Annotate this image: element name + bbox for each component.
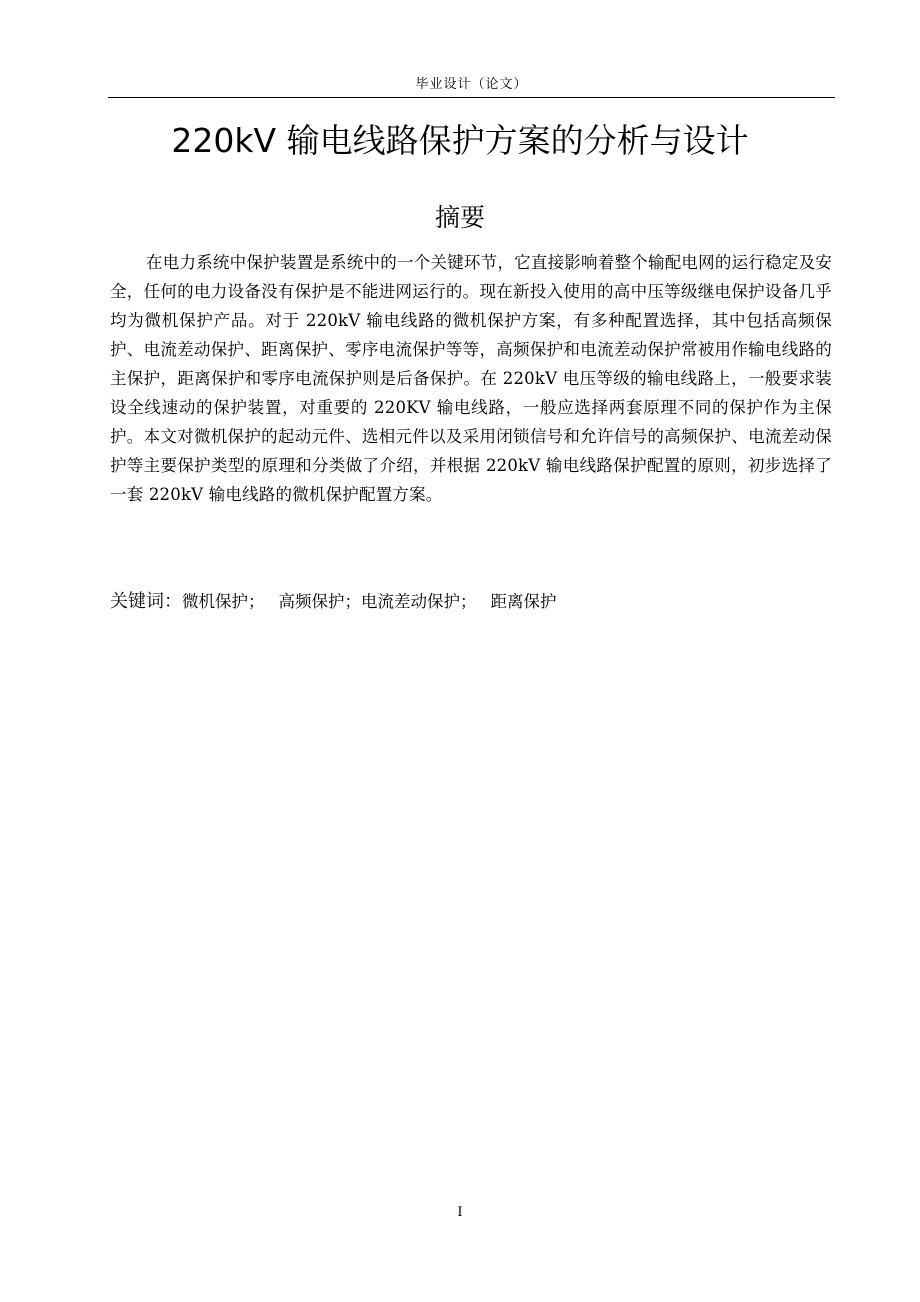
running-header: 毕业设计（论文） (415, 77, 528, 92)
abstract-body: 在电力系统中保护装置是系统中的一个关键环节，它直接影响着整个输配电网的运行稳定及安全，任何的电力设备没有保护是不能进网运行的。现在新投入使用的高中压等级继电保护设备几乎均为微机保护产品。对于 220kV 输电线路的微机保护方案，有多种配置选择，其中包括高频保护、电流差动保护、距离保护、零序电流保护等等，高频保护和电流差动保护常被用作输电线路的主保护，距离保护和零序电流保护则是后备保护。在 220kV 电压等级的输电线路上，一般要求装设全线速动的保护装置，对重要的 220KV 输电线路，一般应选择两套原理不同的保护作为主保护。本文对微机保护的起动元件、选相元件以及采用闭锁信号和允许信号的高频保护、电流差动保护等主要保护类型的原理和分类做了介绍，并根据 220kV 输电线路保护配置的原则，初步选择了一套 220kV 输电线路的微机保护配置方案。 (110, 253, 832, 504)
keyword-item: 高频保护； (278, 592, 361, 611)
document-title: 220kV 输电线路保护方案的分析与设计 (171, 121, 749, 160)
header-divider (108, 97, 835, 98)
keyword-item: 电流差动保护； (361, 592, 477, 611)
page-number: I (457, 1205, 463, 1220)
keyword-item: 距离保护 (490, 592, 557, 611)
keywords-label: 关键词： (110, 591, 182, 612)
abstract-heading: 摘要 (434, 203, 485, 232)
keywords-line (110, 588, 832, 616)
keyword-item: 微机保护； (182, 592, 265, 611)
